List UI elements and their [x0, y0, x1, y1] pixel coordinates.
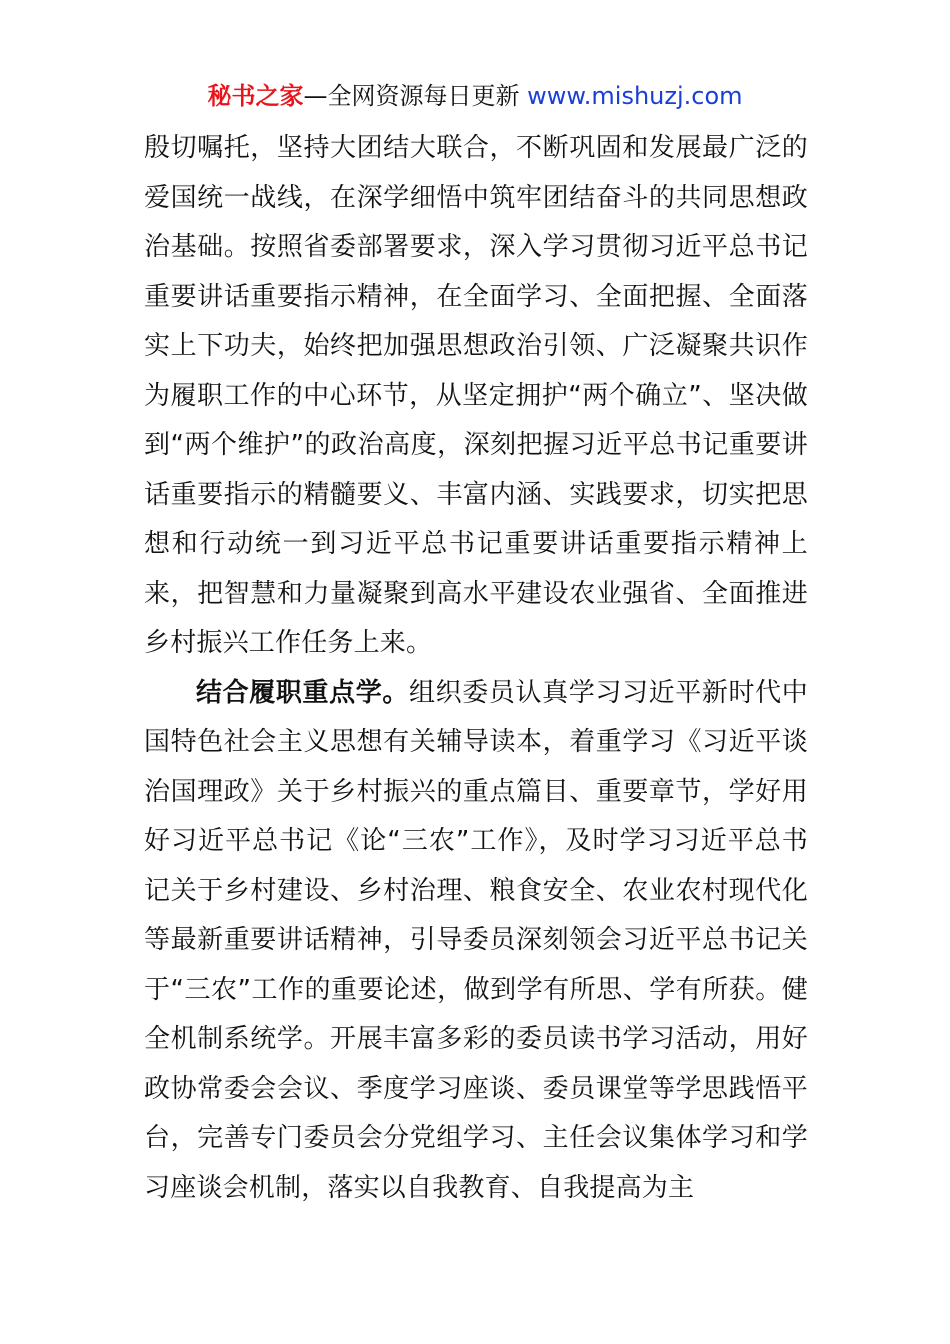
paragraph [144, 669, 808, 1214]
site-url-link[interactable]: www.mishuzj.com [519, 82, 743, 110]
page-header [0, 80, 950, 112]
paragraph-lead: 结合履职重点学。 [196, 677, 410, 708]
header-tagline: —全网资源每日更新 [303, 82, 520, 110]
paragraph-body: 组织委员认真学习习近平新时代中国特色社会主义思想有关辅导读本，着重学习《习近平谈治国理政》关于乡村振兴的重点篇目、重要章节，学好用好习近平总书记《论“三农”工作》，及时学习习近平总书记关于乡村建设、乡村治理、粮食安全、农业农村现代化等最新重要讲话精神，引导委员深刻领会习近平总书记关于“三农”工作的重要论述，做到学有所思、学有所获。健全机制系统学。开展丰富多彩的委员读书学习活动，用好政协常委会会议、季度学习座谈、委员课堂等学思践悟平台，完善专门委员会分党组学习、主任会议集体学习和学习座谈会机制，落实以自我教育、自我提高为主 [144, 677, 808, 1203]
brand-name: 秘书之家 [207, 82, 304, 110]
document-body [144, 124, 808, 1213]
paragraph: 殷切嘱托，坚持大团结大联合，不断巩固和发展最广泛的爱国统一战线，在深学细悟中筑牢团结奋斗的共同思想政治基础。按照省委部署要求，深入学习贯彻习近平总书记重要讲话重要指示精神，在全面学习、全面把握、全面落实上下功夫，始终把加强思想政治引领、广泛凝聚共识作为履职工作的中心环节，从坚定拥护“两个确立”、坚决做到“两个维护”的政治高度，深刻把握习近平总书记重要讲话重要指示的精髓要义、丰富内涵、实践要求，切实把思想和行动统一到习近平总书记重要讲话重要指示精神上来，把智慧和力量凝聚到高水平建设农业强省、全面推进乡村振兴工作任务上来。 [144, 133, 808, 658]
